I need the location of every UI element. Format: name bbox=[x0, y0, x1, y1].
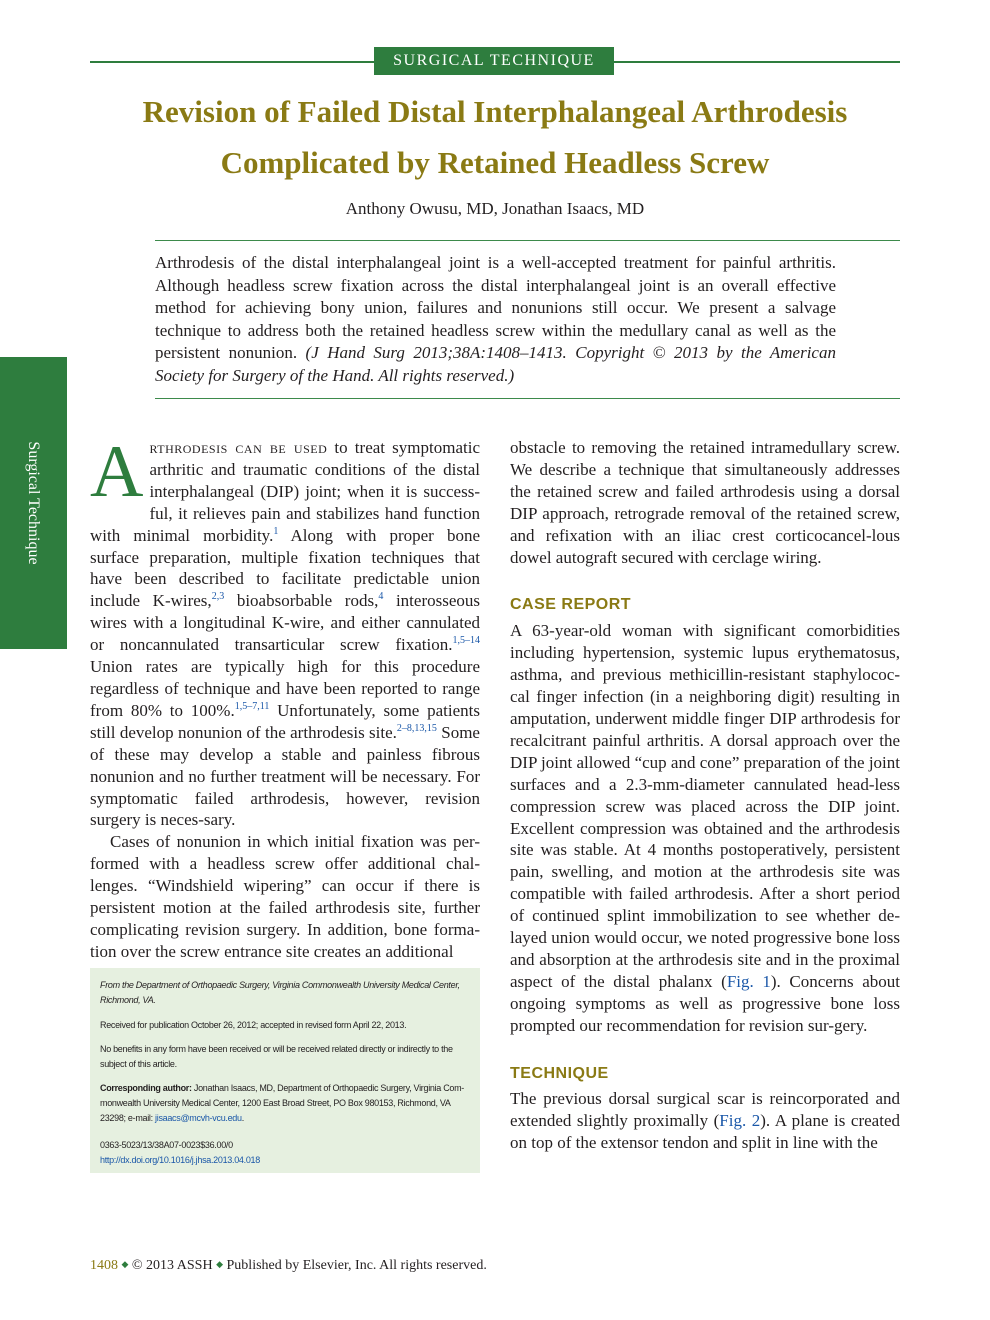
footer-copyright: © 2013 ASSH bbox=[131, 1258, 213, 1273]
technique-heading: TECHNIQUE bbox=[510, 1064, 609, 1082]
abstract-citation: (J Hand Surg 2013;38A:1408–1413. Copyright © 2013 by the American Society for Surgery of the Hand. All rights reserved.) bbox=[155, 343, 836, 385]
text-run: ). Concerns about ongoing symptoms as well as progressive bone loss prompted our recommendation for revision sur-gery. bbox=[510, 971, 900, 1035]
issn: 0363-5023/13/38A07-0023$36.00/0 bbox=[100, 1140, 233, 1150]
reference-link[interactable]: 4 bbox=[378, 591, 384, 603]
reference-link[interactable]: 1,5–14 bbox=[452, 635, 480, 647]
case-report-heading: CASE REPORT bbox=[510, 596, 632, 614]
doi-link[interactable]: http://dx.doi.org/10.1016/j.jhsa.2013.04.018 bbox=[100, 1155, 260, 1165]
page-number: 1408 bbox=[90, 1258, 118, 1273]
figure-link[interactable]: Fig. 2 bbox=[719, 1111, 761, 1131]
reference-link[interactable]: 2,3 bbox=[211, 591, 225, 603]
abstract bbox=[155, 252, 836, 387]
abstract-text: Arthrodesis of the distal interphalangeal joint is a well-accepted treatment for painful arthritis. Although headless screw fixation across the distal interphalangeal joint is an overall effective method for achieving bony union, failures and nonunions still occur. We present a salvage technique to address both the retained headless screw within the medullary canal as well as the persistent nonunion. bbox=[155, 253, 836, 362]
text-run: The previous dorsal surgical scar is reincorporated and extended slightly proximally ( bbox=[510, 1089, 900, 1131]
text-run: Some of these may develop a stable and painless fibrous nonunion and no further treatment will be necessary. For symptomatic failed arthrodesis, however, revision surgery is neces-sary. bbox=[90, 722, 480, 830]
abstract-bottom-rule bbox=[155, 398, 900, 399]
reference-link[interactable]: 2–8,13,15 bbox=[396, 722, 437, 734]
side-tab bbox=[0, 357, 67, 649]
figure-link[interactable]: Fig. 1 bbox=[726, 971, 771, 991]
section-label: SURGICAL TECHNIQUE bbox=[374, 47, 614, 75]
reference-link[interactable]: 1 bbox=[273, 525, 279, 537]
page-footer bbox=[90, 1258, 487, 1274]
body-column-right bbox=[510, 437, 900, 1154]
text-run: bioabsorbable rods, bbox=[224, 591, 379, 611]
corresponding-author-label: Corresponding author: bbox=[100, 1083, 192, 1093]
authors: Anthony Owusu, MD, Jonathan Isaacs, MD bbox=[345, 199, 645, 218]
email-link[interactable]: jisaacs@mcvh-vcu.edu bbox=[155, 1113, 242, 1123]
case-report-paragraph bbox=[510, 620, 900, 1036]
affiliation: From the Department of Orthopaedic Surgery, Virginia Commonwealth University Medical Center, Richmond, VA. bbox=[100, 980, 460, 1005]
footer-separator: ◆ bbox=[121, 1259, 129, 1269]
header-rule-left bbox=[90, 61, 374, 63]
body-column-left bbox=[90, 431, 481, 963]
footer-publisher: Published by Elsevier, Inc. All rights reserved. bbox=[226, 1258, 487, 1273]
text-run: . bbox=[241, 1113, 244, 1123]
lead-in: rthrodesis can be used bbox=[149, 438, 328, 457]
technique-paragraph bbox=[510, 1088, 900, 1154]
side-tab-label: Surgical Technique bbox=[25, 441, 42, 565]
intro-paragraph bbox=[90, 431, 481, 831]
text-run: Unfortunately, some patients still develop nonunion of the arthrodesis site. bbox=[90, 700, 481, 742]
received-dates: Received for publication October 26, 2012; accepted in revised form April 22, 2013. bbox=[100, 1020, 407, 1030]
text-run: Union rates are typically high for this procedure regardless of technique and have been reported to range from 80% to 100%. bbox=[90, 657, 480, 720]
abstract-top-rule bbox=[155, 240, 900, 241]
text-run: A 63-year-old woman with significant comorbidities including hypertension, systemic lupus erythematosus, asthma, and previous methicillin-resistant staphylococ-cal finger infection (in a neighboring digit) resulting in amputation, underwent middle finger DIP arthrodesis for recalcitrant painful arthritis. A dorsal approach over the DIP joint allowed “cup and cone” preparation of the joint surfaces and a 2.3-mm-diameter cannulated head-less compression screw was placed across the DIP joint. Excellent compression was obtained and the arthrodesis site was stable. At 4 months postoperatively, persistent pain, swelling, and motion at the arthrodesis site was compatible with failed arthrodesis. After a short period of continued splint immobilization to see whether de-layed union would occur, we noted progressive bone loss and absorption at the arthrodesis site and in the proximal aspect of the distal phalanx ( bbox=[510, 621, 900, 991]
header-rule-right bbox=[614, 61, 900, 63]
reference-link[interactable]: 1,5–7,11 bbox=[234, 700, 270, 712]
corresponding-author-text: Jonathan Isaacs, MD, Department of Orthopaedic Surgery, Virginia Com-monwealth University Medical Center, 1200 East Broad Street, PO Box 980153, Richmond, VA 23298; e-mail: bbox=[100, 1083, 465, 1123]
benefits-statement: No benefits in any form have been received or will be received related directly or indirectly to the subject of this article. bbox=[100, 1044, 453, 1069]
drop-cap: A bbox=[90, 431, 144, 513]
title-line-2: Complicated by Retained Headless Screw bbox=[220, 145, 770, 180]
title-line-1: Revision of Failed Distal Interphalangeal Arthrodesis bbox=[142, 94, 848, 129]
text-run: ). A plane is created on top of the extensor tendon and split in line with the bbox=[510, 1111, 900, 1153]
footer-separator: ◆ bbox=[216, 1259, 224, 1269]
text-run: to treat symptomatic arthritic and traumatic conditions of the distal interphalangeal (DIP) joint; when it is success-ful, it relieves pain and stabilizes hand function with minimal morbidity. bbox=[90, 438, 480, 545]
corresponding-author bbox=[100, 1081, 470, 1126]
text-run: Along with proper bone surface preparation, multiple fixation techniques that have been described to facilitate predictable union include K-wires, bbox=[90, 525, 480, 611]
article-title bbox=[90, 86, 900, 188]
text-run: interosseous wires with a longitudinal K-wire, and either cannulated or noncannulated transarticular screw fixation. bbox=[90, 591, 480, 655]
footnote-box bbox=[90, 968, 480, 1173]
paragraph-continued: obstacle to removing the retained intramedullary screw. We describe a technique that simultaneously addresses the retained screw and failed arthrodesis using a dorsal DIP approach, retrograde removal of the retained screw, and refixation with an iliac crest corticocancel-lous dowel autograft secured with cerclage wiring. bbox=[510, 438, 900, 567]
paragraph-nonunion: Cases of nonunion in which initial fixation was per-formed with a headless screw offer additional chal-lenges. “Windshield wipering” can occur if there is persistent motion at the failed arthrodesis site, further complicating revision surgery. In addition, bone forma-tion over the screw entrance site creates an additional bbox=[90, 832, 480, 961]
